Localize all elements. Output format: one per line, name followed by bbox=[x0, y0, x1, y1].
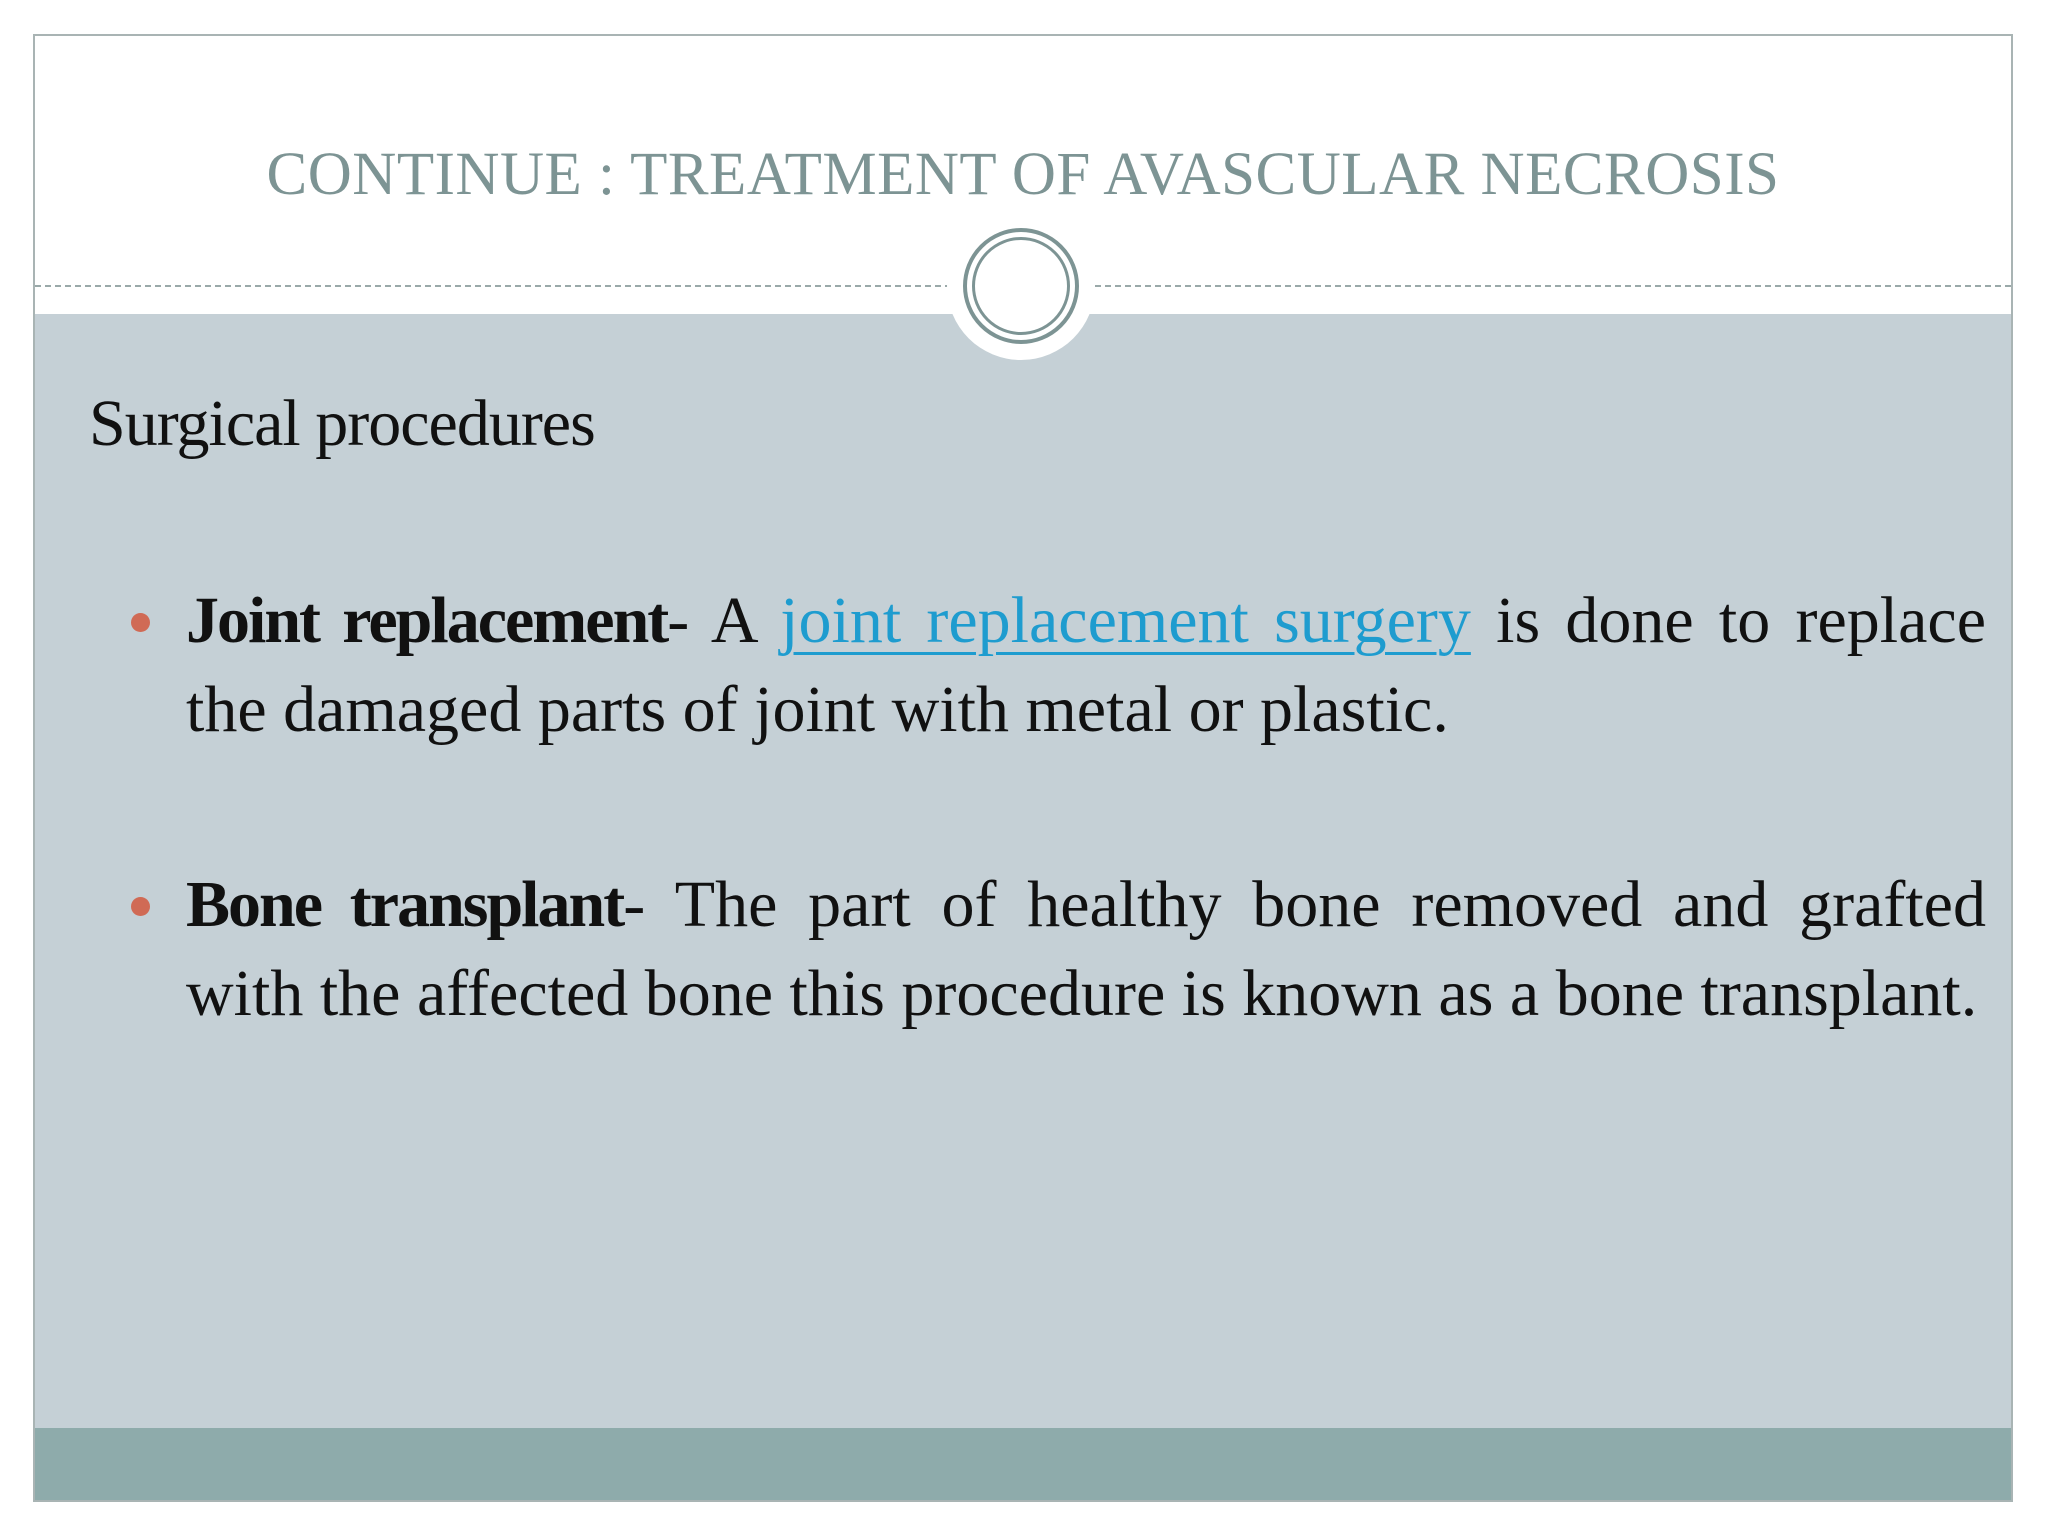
bullet-item-bone-transplant bbox=[131, 860, 1986, 1038]
bullet-dash: - bbox=[667, 584, 711, 657]
footer-band bbox=[35, 1428, 2011, 1500]
bullet-text-post-link: is done to replace the damaged parts of joint with metal or plastic. bbox=[186, 584, 1986, 746]
bullet-term: Bone transplant bbox=[186, 868, 624, 941]
bullet-text-pre-link: A bbox=[710, 584, 781, 657]
slide bbox=[33, 34, 2013, 1502]
bullet-icon bbox=[131, 897, 150, 916]
bullet-icon bbox=[131, 613, 150, 632]
circle-ornament-icon bbox=[947, 212, 1095, 360]
bullet-text: The part of healthy bone removed and grafted with the affected bone this procedure is known as a bone transplant. bbox=[186, 868, 1986, 1030]
bullet-term: Joint replacement bbox=[186, 584, 668, 657]
slide-title: CONTINUE : TREATMENT OF AVASCULAR NECROSIS bbox=[266, 141, 1780, 208]
bullet-dash: - bbox=[623, 868, 675, 941]
section-heading: Surgical procedures bbox=[89, 387, 595, 460]
joint-replacement-surgery-link[interactable]: joint replacement surgery bbox=[780, 584, 1471, 657]
bullet-item-joint-replacement bbox=[131, 576, 1986, 754]
bullet-list bbox=[131, 576, 1986, 1144]
